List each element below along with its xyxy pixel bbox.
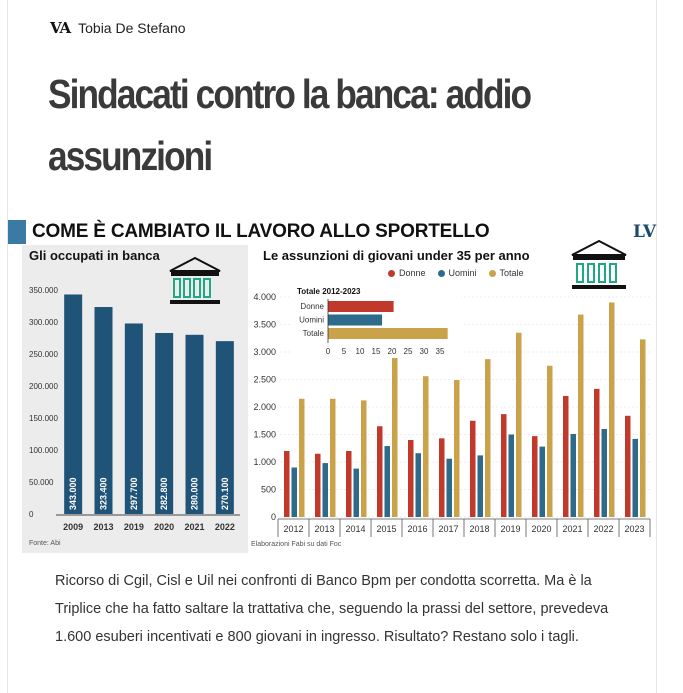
- employees-value-label: 270.100: [219, 477, 230, 510]
- bank-icon: [567, 238, 631, 296]
- inset-x-tick-label: 5: [341, 347, 347, 356]
- bank-icon: [165, 255, 225, 311]
- y-tick-label: 150.000: [29, 414, 58, 423]
- y-tick-label: 3.000: [253, 347, 276, 357]
- y-tick-label: 0: [29, 510, 34, 519]
- inset-title: Totale 2012-2023: [297, 287, 361, 296]
- y-tick-label: 250.000: [29, 350, 58, 359]
- publication-logo[interactable]: VA: [50, 19, 71, 37]
- x-tick-label: 2013: [314, 524, 335, 534]
- employees-chart-source: Fonte: Abi: [29, 540, 61, 547]
- x-tick-label: 2019: [500, 524, 521, 534]
- article-body: Ricorso di Cgil, Cisl e Uil nei confronti di Banco Bpm per condotta scorretta. Ma è la Triplice che ha fatto saltare la trattativa che, seguendo la prassi del settore, prevedeva 1.600 esuberi incentivati e 800 giovani in ingresso. Risultato? Restano solo i tagli.: [55, 573, 609, 645]
- inset-bar-uomini: [328, 315, 382, 326]
- inset-x-tick-label: 0: [325, 347, 331, 356]
- legend-label-donne: Donne: [399, 268, 426, 278]
- x-tick-label: 2017: [438, 524, 459, 534]
- x-tick-label: 2020: [531, 524, 552, 534]
- legend-label-totale: Totale: [499, 268, 524, 278]
- employees-value-label: 343.000: [68, 477, 79, 510]
- y-tick-label: 50.000: [29, 478, 54, 487]
- employees-value-label: 297.700: [128, 477, 139, 510]
- inset-bar-donne: [328, 301, 394, 312]
- y-tick-label: 300.000: [29, 318, 58, 327]
- article-headline: Sindacati contro la banca: addio assunzioni: [48, 71, 531, 179]
- employees-value-label: 282.800: [159, 477, 170, 510]
- x-tick-label: 2013: [93, 522, 114, 532]
- inset-x-tick-label: 20: [387, 347, 397, 356]
- legend-label-uomini: Uomini: [448, 268, 477, 278]
- infographic-brand-logo: LV: [633, 222, 657, 242]
- y-tick-label: 100.000: [29, 446, 58, 455]
- x-tick-label: 2015: [376, 524, 397, 534]
- x-tick-label: 2009: [63, 522, 84, 532]
- inset-x-tick-label: 30: [419, 347, 429, 356]
- y-tick-label: 1.000: [253, 457, 276, 467]
- x-tick-label: 2018: [469, 524, 490, 534]
- inset-category-label: Uomini: [299, 315, 324, 325]
- y-tick-label: 350.000: [29, 286, 58, 295]
- article-page: [7, 0, 657, 693]
- inset-x-tick-label: 15: [371, 347, 381, 356]
- infographic-title-text: COME È CAMBIATO IL LAVORO ALLO SPORTELLO: [32, 221, 490, 242]
- x-tick-label: 2021: [562, 524, 583, 534]
- x-tick-label: 2012: [283, 524, 304, 534]
- hires-chart-title: Le assunzioni di giovani under 35 per anno: [263, 248, 530, 263]
- x-tick-label: 2019: [123, 522, 144, 532]
- employees-chart-title: Gli occupati in banca: [29, 248, 160, 263]
- x-tick-label: 2014: [345, 524, 366, 534]
- author-name[interactable]: Tobia De Stefano: [78, 20, 186, 36]
- x-tick-label: 2023: [624, 524, 645, 534]
- y-tick-label: 0: [270, 512, 276, 522]
- hires-chart-source: Elaborazioni Fabi su dati Foc: [251, 541, 342, 548]
- x-tick-label: 2020: [154, 522, 175, 532]
- x-tick-label: 2021: [184, 522, 205, 532]
- inset-category-label: Totale: [302, 329, 324, 338]
- y-tick-label: 1.500: [253, 429, 276, 440]
- x-tick-label: 2022: [214, 522, 235, 532]
- x-tick-label: 2022: [593, 524, 614, 534]
- y-tick-label: 500: [260, 484, 276, 495]
- x-tick-label: 2016: [407, 524, 428, 534]
- employees-value-label: 280.000: [189, 477, 200, 510]
- y-tick-label: 3.500: [253, 319, 276, 330]
- inset-x-tick-label: 10: [355, 347, 365, 356]
- y-tick-label: 4.000: [253, 292, 276, 302]
- inset-category-label: Donne: [300, 302, 324, 311]
- y-tick-label: 2.500: [253, 374, 276, 385]
- y-tick-label: 200.000: [29, 382, 58, 391]
- inset-bar-totale: [328, 328, 448, 339]
- inset-x-tick-label: 25: [403, 347, 413, 356]
- inset-x-tick-label: 35: [435, 347, 445, 356]
- employees-value-label: 323.400: [98, 477, 109, 510]
- y-tick-label: 2.000: [253, 402, 276, 412]
